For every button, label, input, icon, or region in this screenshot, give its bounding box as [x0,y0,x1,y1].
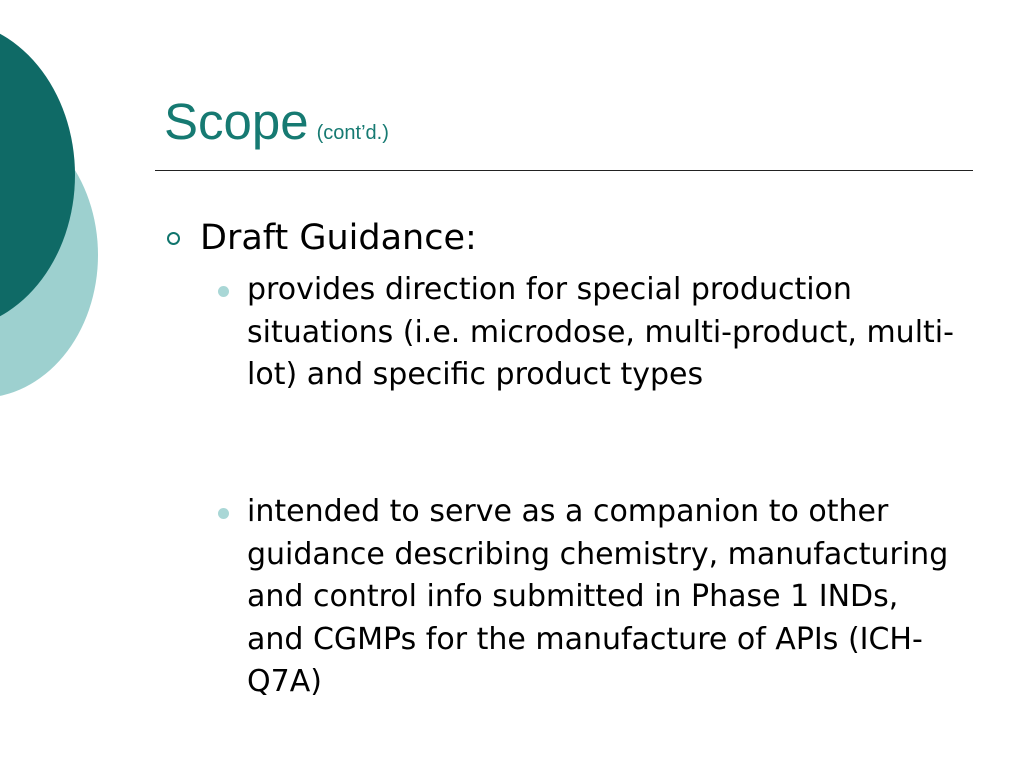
bullet-draft-guidance [167,216,477,260]
dot-bullet-icon [218,508,229,519]
slide-title [164,93,389,150]
bullet-label: Draft Guidance: [200,218,477,258]
title-divider [155,170,973,171]
dot-bullet-icon [218,286,229,297]
sub-bullet-companion [218,491,958,704]
sub-bullet-special-situations [218,269,958,397]
hollow-circle-bullet-icon [167,232,180,245]
title-suffix: (cont’d.) [316,122,389,144]
title-text: Scope [164,93,309,150]
sub-bullet-text: provides direction for special production situations (i.e. microdose, multi-product, multi-lot) and specific product types [247,272,954,392]
sub-bullet-text: intended to serve as a companion to other guidance describing chemistry, manufacturing and control info submitted in Phase 1 INDs, and CGMPs for the manufacture of APIs (ICH-Q7A) [247,494,949,699]
